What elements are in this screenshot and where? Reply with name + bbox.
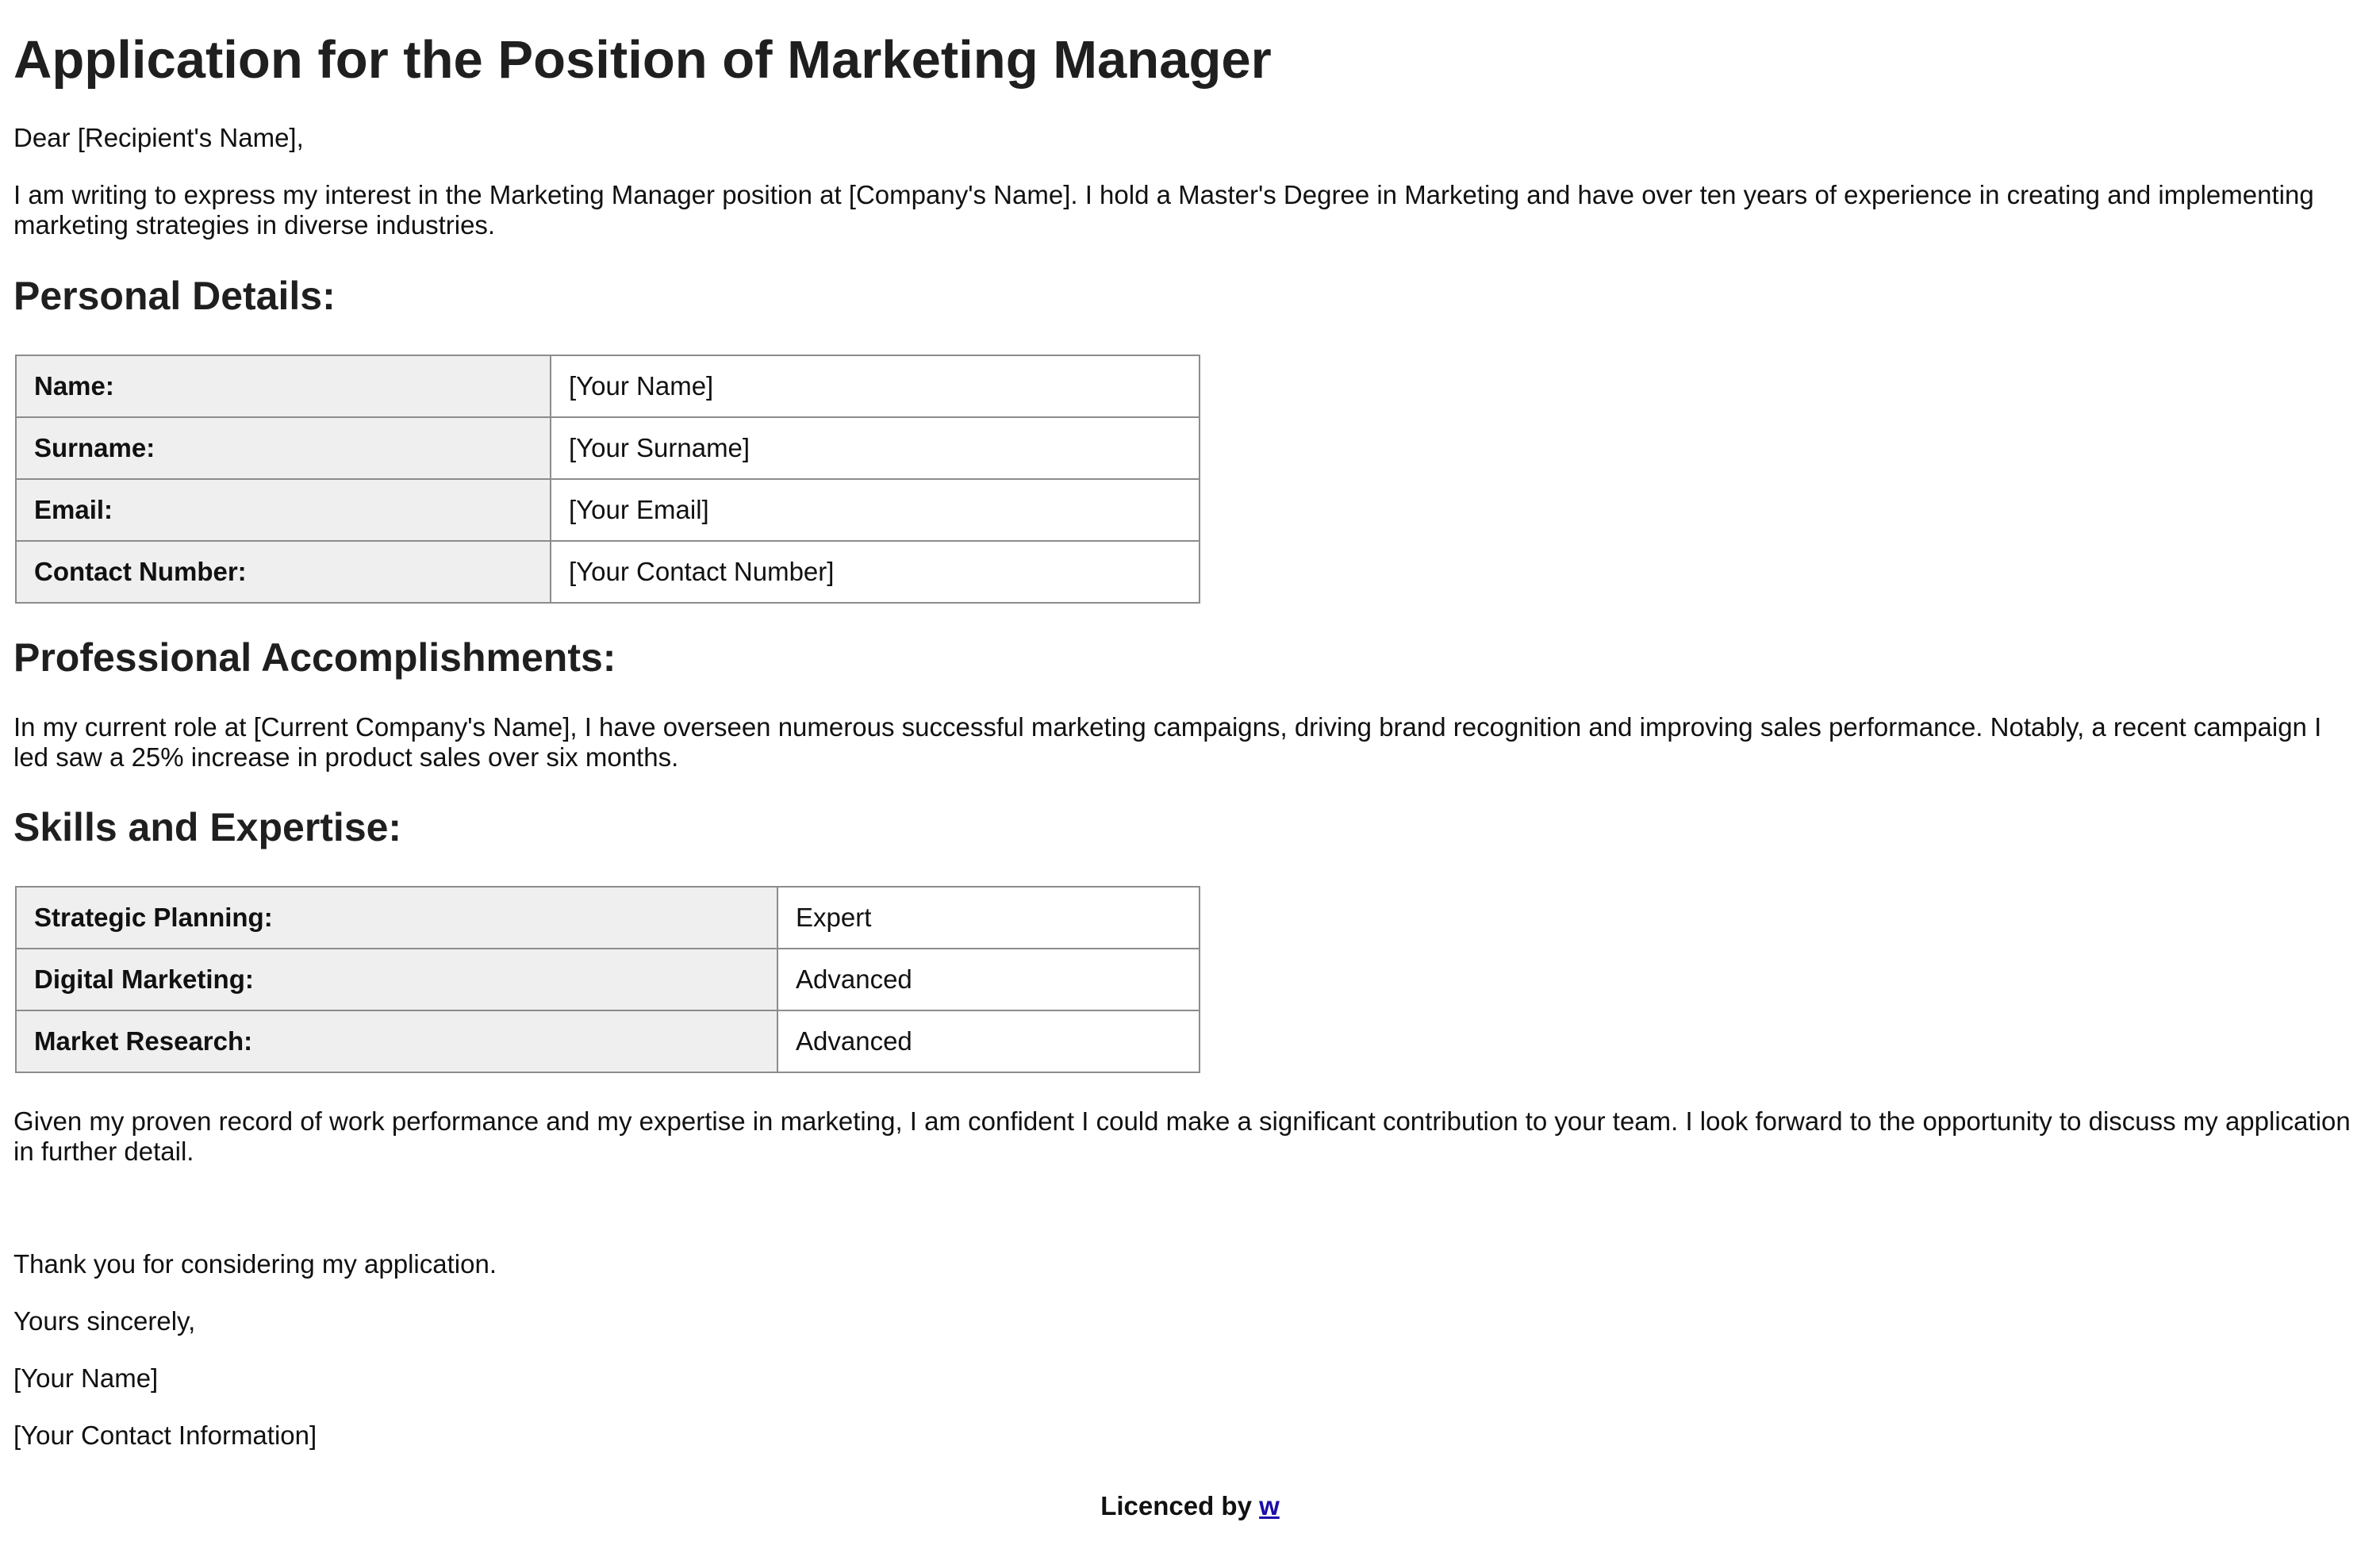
- row-label: Digital Marketing:: [16, 949, 777, 1010]
- row-value: [Your Contact Number]: [551, 541, 1200, 603]
- accomplishments-paragraph: In my current role at [Current Company's Name], I have overseen numerous successful marketing campaigns, driving brand recognition and improving sales performance. Notably, a recent campaign I led saw a 25% increase in product sales over six months.: [13, 712, 2322, 772]
- closing-paragraph: Given my proven record of work performance and my expertise in marketing, I am confident I could make a significant contribution to your team. I look forward to the opportunity to discuss my application in further detail.: [13, 1106, 2351, 1166]
- skills-table: [15, 886, 1200, 1073]
- sign-off: Yours sincerely,: [13, 1306, 196, 1336]
- row-label: Email:: [16, 479, 551, 541]
- row-value: [Your Name]: [551, 355, 1200, 417]
- row-label: Name:: [16, 355, 551, 417]
- licence-link[interactable]: w: [1259, 1491, 1280, 1520]
- row-label: Contact Number:: [16, 541, 551, 603]
- table-row: [16, 355, 1200, 417]
- licence-text: Licenced by: [1100, 1491, 1252, 1520]
- skills-heading: Skills and Expertise:: [13, 805, 402, 849]
- row-label: Market Research:: [16, 1010, 777, 1072]
- row-label: Surname:: [16, 417, 551, 479]
- personal-details-heading: Personal Details:: [13, 274, 336, 318]
- row-value: Advanced: [777, 1010, 1200, 1072]
- row-value: [Your Surname]: [551, 417, 1200, 479]
- row-value: Expert: [777, 887, 1200, 949]
- table-row: [16, 417, 1200, 479]
- thanks-line: Thank you for considering my application.: [13, 1249, 497, 1279]
- accomplishments-heading: Professional Accomplishments:: [13, 635, 616, 680]
- letter-body: [13, 0, 2362, 1451]
- row-label: Strategic Planning:: [16, 887, 777, 949]
- personal-details-table: [15, 355, 1200, 604]
- signature-contact: [Your Contact Information]: [13, 1421, 317, 1450]
- page-title: Application for the Position of Marketing Manager: [13, 30, 1272, 90]
- table-row: [16, 1010, 1200, 1072]
- signature-name: [Your Name]: [13, 1363, 159, 1393]
- table-row: [16, 949, 1200, 1010]
- table-row: [16, 887, 1200, 949]
- table-row: [16, 541, 1200, 603]
- greeting: Dear [Recipient's Name],: [13, 123, 304, 152]
- licence-footer: [0, 1491, 2380, 1521]
- row-value: Advanced: [777, 949, 1200, 1010]
- row-value: [Your Email]: [551, 479, 1200, 541]
- table-row: [16, 479, 1200, 541]
- intro-paragraph: I am writing to express my interest in the Marketing Manager position at [Company's Name]. I hold a Master's Degree in Marketing and have over ten years of experience in creating and implementing marketing strategies in diverse industries.: [13, 180, 2314, 240]
